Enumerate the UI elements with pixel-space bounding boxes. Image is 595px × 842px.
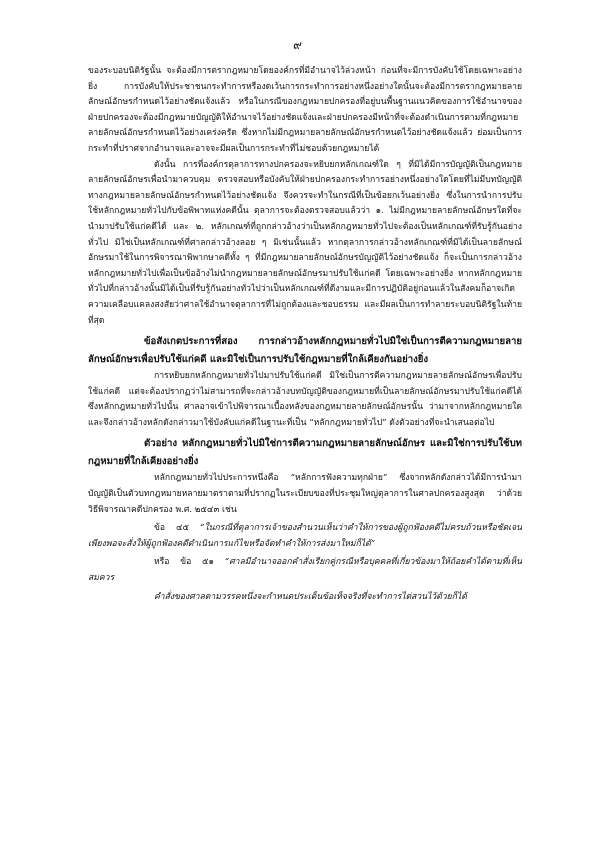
section-heading-second-observation: ข้อสังเกตประการที่สอง การกล่าวอ้างหลักกฎหมายทั่วไปมิใช่เป็นการตีความกฎหมายลายลักษณ์อักษรเพื่อปรับใช้แก่คดี และมิใช่เป็นการปรับใช้กฎหมายที่ใกล้เคียงกันอย่างยิ่ง <box>88 336 522 366</box>
quote-item-45-text: “ในกรณีที่ตุลาการเจ้าของสำนวนเห็นว่าคำให้การของผู้ถูกฟ้องคดีไม่ครบถ้วนหรือชัดเจนเพียงพอจะสั่งให้ผู้ถูกฟ้องคดีดำเนินการแก้ไขหรือจัดทำคำให้การส่งมาใหม่ก็ได้” <box>88 523 522 549</box>
quote-item-45 <box>88 521 522 552</box>
section-1-text: การหยิบยกหลักกฎหมายทั่วไปมาปรับใช้แก่คดี มิใช่เป็นการตีความกฎหมายลายลักษณ์อักษรเพื่อปรับใช้แก่คดี แต่จะต้องปรากฏว่าไม่สามารถที่จะกล่าวอ้างบทบัญญัติของกฎหมายที่เป็นลายลักษณ์อักษรมาปรับใช้แก่คดีได้ ซึ่งหลักกฎหมายทั่วไปนั้น ศาลอาจเข้าไปพิจารณาเบื้องหลังของกฎหมายลายลักษณ์อักษรนั้น ว่ามาจากหลักกฎหมายใด และจึงกล่าวอ้างหลักดังกล่าวมาใช้บังคับแก่คดีในฐานะที่เป็น “หลักกฎหมายทั่วไป” ดังตัวอย่างที่จะนำเสนอต่อไป <box>88 371 522 428</box>
quote-item-51-number: หรือ ข้อ ๕๑ <box>154 557 215 568</box>
page-number: ๙ <box>293 38 302 52</box>
paragraph-2: ดังนั้น การที่องค์กรตุลาการทางปกครองจะหยิบยกหลักเกณฑ์ใด ๆ ที่มิได้มีการบัญญัติเป็นกฎหมายลายลักษณ์อักษรเพื่อนำมาควบคุม ตรวจสอบหรือบังคับให้ฝ่ายปกครองกระทำการอย่างหนึ่งอย่างใดโดยที่ไม่มีบทบัญญัติทางกฎหมายลายลักษณ์อักษรกำหนดไว้อย่างชัดแจ้ง จึงควรจะทำในกรณีที่เป็นข้อยกเว้นอย่างยิ่ง ซึ่งในการนำการปรับใช้หลักกฎหมายทั่วไปกับข้อพิพาทแห่งคดีนั้น ตุลาการจะต้องตรวจสอบแล้วว่า ๑. ไม่มีกฎหมายลายลักษณ์อักษรใดที่จะนำมาปรับใช้แก่คดีได้ และ ๒. หลักเกณฑ์ที่ถูกกล่าวอ้างว่าเป็นหลักกฎหมายทั่วไปจะต้องเป็นหลักเกณฑ์ที่รับรู้กันอย่างทั่วไป มิใช่เป็นหลักเกณฑ์ที่ศาลกล่าวอ้างลอย ๆ มิเช่นนั้นแล้ว หากตุลาการกล่าวอ้างหลักเกณฑ์ที่มิได้เป็นลายลักษณ์อักษรมาใช้ในการพิจารณาพิพากษาคดีทั้ง ๆ ที่มีกฎหมายลายลักษณ์อักษรบัญญัติไว้อย่างชัดแจ้ง ก็จะเป็นการกล่าวอ้างหลักกฎหมายทั่วไปเพื่อเป็นข้ออ้างไม่นำกฎหมายลายลักษณ์อักษรมาปรับใช้แก่คดี โดยเฉพาะอย่างยิ่ง หากหลักกฎหมายทั่วไปที่กล่าวอ้างนั้นมิได้เป็นที่รับรู้กันอย่างทั่วไปว่าเป็นหลักเกณฑ์ที่ดีงามและมีการปฏิบัติอยู่ก่อนแล้วในสังคมก็อาจเกิดความเคลือบแคลงสงสัยว่าศาลใช้อำนาจตุลาการที่ไม่ถูกต้องและชอบธรรม และมีผลเป็นการทำลายระบอบนิติรัฐในท้ายที่สุด <box>88 159 522 326</box>
paragraph-1: ของระบอบนิติรัฐนั้น จะต้องมีการตรากฎหมายโดยองค์กรที่มีอำนาจไว้ล่วงหน้า ก่อนที่จะมีการบังคับใช้โดยเฉพาะอย่างยิ่ง การบังคับให้ประชาชนกระทำการหรืองดเว้นการกระทำการอย่างหนึ่งอย่างใดนั้นจะต้องมีการตรากฎหมายลายลักษณ์อักษรกำหนดไว้อย่างชัดแจ้งแล้ว หรือในกรณีของกฎหมายปกครองที่อยู่บนพื้นฐานแนวคิดของการใช้อำนาจของฝ่ายปกครองจะต้องมีกฎหมายบัญญัติให้อำนาจไว้อย่างชัดแจ้งและฝ่ายปกครองมีหน้าที่จะต้องดำเนินการตามที่กฎหมายลายลักษณ์อักษรกำหนดไว้อย่างเคร่งครัด ซึ่งหากไม่มีกฎหมายลายลักษณ์อักษรกำหนดไว้อย่างชัดแจ้งแล้ว ย่อมเป็นการกระทำที่ปราศจากอำนาจและอาจจะมีผลเป็นการกระทำที่ไม่ชอบด้วยกฎหมายได้ <box>88 66 522 154</box>
quote-item-51 <box>88 555 522 586</box>
quote-item-51-paragraph-2: คำสั่งของศาลตามวรรคหนึ่งจะกำหนดประเด็นข้อเท็จจริงที่จะทำการไต่สวนไว้ด้วยก็ได้ <box>154 591 467 602</box>
section-heading-example: ตัวอย่าง หลักกฎหมายทั่วไปมิใช่การตีความกฎหมายลายลักษณ์อักษร และมิใช่การปรับใช้บทกฎหมายที่ใกล้เคียงอย่างยิ่ง <box>88 438 522 468</box>
page-body <box>88 64 522 605</box>
section-2-text: หลักกฎหมายทั่วไปประการหนึ่งคือ “หลักการฟังความทุกฝ่าย” ซึ่งจากหลักดังกล่าวได้มีการนำมาบัญญัติเป็นตัวบทกฎหมายหลายมาตราตามที่ปรากฏในระเบียบของที่ประชุมใหญ่ตุลาการในศาลปกครองสูงสุด ว่าด้วยวิธีพิจารณาคดีปกครอง พ.ศ. ๒๕๔๓ เช่น <box>88 473 522 515</box>
quote-item-45-number: ข้อ ๔๕ <box>154 523 190 534</box>
quote-item-51-text: “ศาลมีอำนาจออกคำสั่งเรียกคู่กรณีหรือบุคคลที่เกี่ยวข้องมาให้ถ้อยคำได้ตามที่เห็นสมควร <box>88 557 523 584</box>
